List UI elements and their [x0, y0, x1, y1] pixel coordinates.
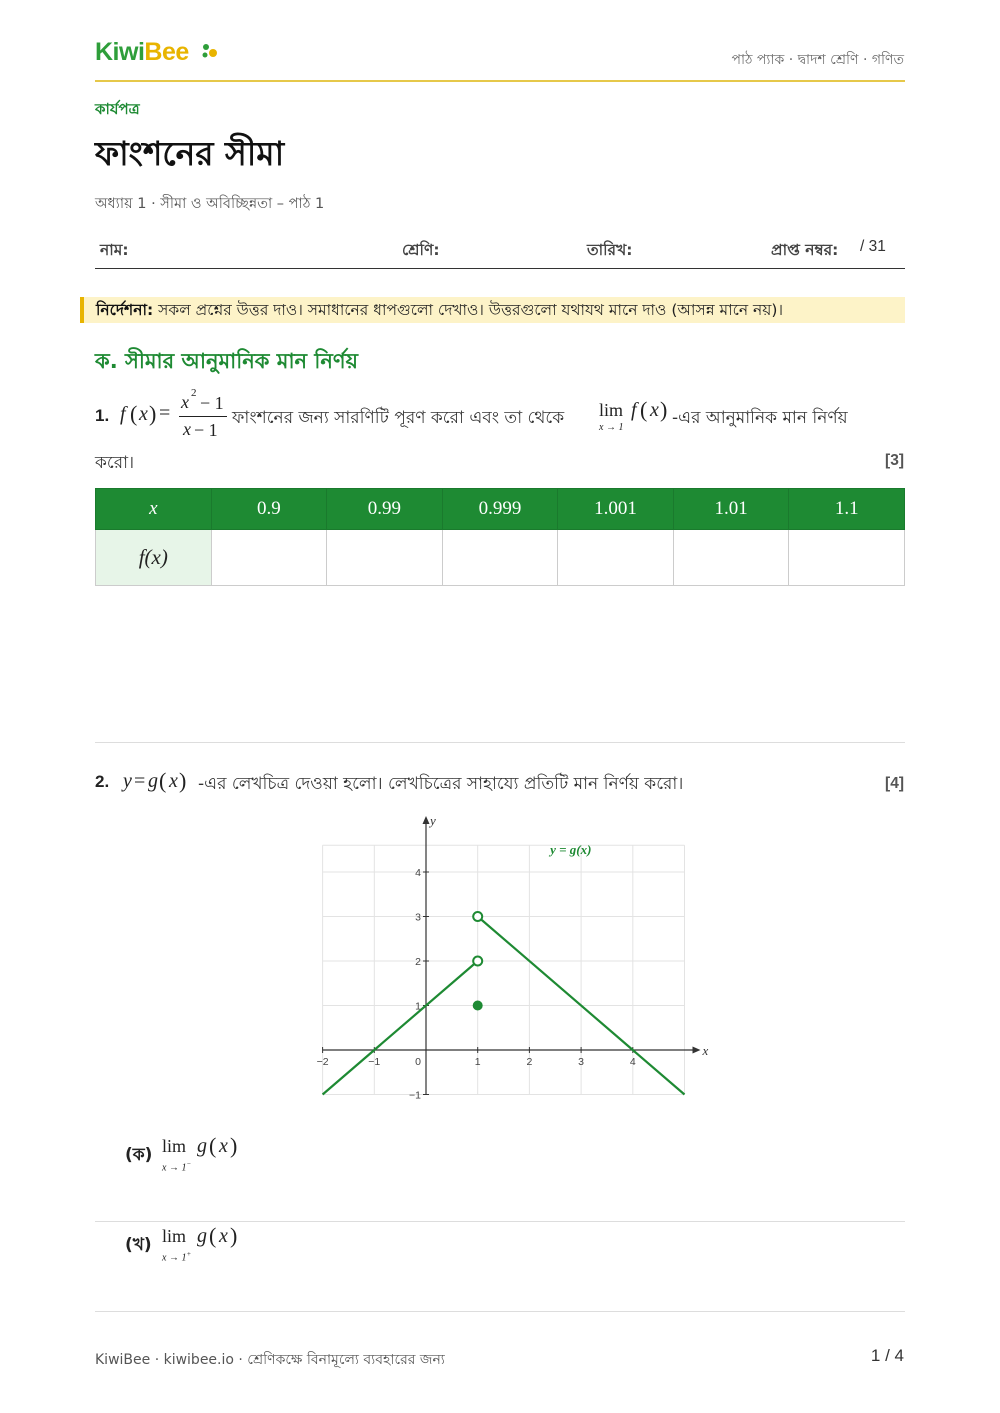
part-divider: [95, 1311, 905, 1312]
q2-part-b-expression: lim x → 1+ g ( x ): [162, 1223, 238, 1264]
x-axis-arrow: [693, 1047, 701, 1054]
table-header-row: [96, 489, 905, 530]
y-axis-arrow: [423, 816, 430, 824]
y-axis-label: y: [430, 813, 436, 828]
series-label: y = g(x): [550, 842, 592, 858]
table-answer-row: [96, 530, 905, 586]
q1-text-c: করো।: [95, 453, 135, 473]
q2-part-a-label: (ক): [125, 1145, 153, 1165]
instructions-box: [80, 297, 905, 323]
q2-part-a-expression: lim x → 1− g ( x ): [162, 1133, 238, 1174]
closed-point: [473, 1001, 483, 1011]
table-x-value: 0.999: [442, 489, 558, 530]
instructions-text: সকল প্রশ্নের উত্তর দাও। সমাধানের ধাপগুলো দেখাও। উত্তরগুলো যথাযথ মানে দাও (আসন্ন মানে নয়)।: [153, 301, 783, 319]
answer-space-divider: [95, 742, 905, 743]
table-x-value: 1.1: [789, 489, 905, 530]
section-title: ক. সীমার আনুমানিক মান নির্ণয়: [95, 349, 359, 373]
q1-function-definition: f ( x ) = x 2 − 1 x − 1: [120, 392, 230, 442]
worksheet-kicker: কার্যপত্র: [95, 100, 140, 118]
q1-limit-expression: lim x → 1 f ( x ): [599, 397, 668, 433]
q2-number: 2.: [95, 772, 110, 791]
logo-kiwi: Kiwi: [95, 38, 145, 66]
logo: [95, 38, 189, 67]
part-divider: [95, 1221, 905, 1222]
q2-function-name: y = g ( x ): [123, 768, 187, 793]
x-tick-label: 4: [629, 1056, 636, 1068]
y-tick-label: −1: [409, 1089, 421, 1102]
logo-bee: Bee: [144, 38, 189, 66]
x-tick-label: 2: [526, 1056, 533, 1068]
class-label: শ্রেণি:: [402, 241, 440, 259]
x-tick-label: 1: [474, 1056, 481, 1068]
x-tick-label: 0: [415, 1056, 421, 1068]
table-x-value: 1.01: [673, 489, 789, 530]
instructions-label: নির্দেশনা:: [96, 301, 154, 319]
q1-text-b: -এর আনুমানিক মান নির্ণয়: [672, 408, 848, 428]
y-tick-label: 1: [415, 1000, 421, 1013]
y-tick-label: 3: [415, 911, 421, 924]
function-graph: [300, 810, 720, 1110]
x-tick-label: −1: [368, 1056, 381, 1068]
q2-part-b-label: (খ): [125, 1235, 152, 1255]
x-tick-label: 3: [578, 1056, 585, 1068]
x-axis-label: x: [702, 1043, 709, 1058]
answer-cell[interactable]: [789, 530, 905, 586]
header-divider: [95, 80, 905, 82]
date-label: তারিখ:: [587, 241, 633, 259]
y-tick-label: 2: [415, 956, 421, 968]
y-tick-label: 4: [415, 867, 421, 879]
table-x-value: 0.99: [327, 489, 443, 530]
name-label: নাম:: [100, 241, 129, 259]
table-x-value: 0.9: [211, 489, 327, 530]
table-fx-label: f(x): [96, 530, 212, 586]
q2-text: -এর লেখচিত্র দেওয়া হলো। লেখচিত্রের সাহায্যে প্রতিটি মান নির্ণয় করো।: [198, 774, 684, 794]
answer-cell[interactable]: [442, 530, 558, 586]
score-label: প্রাপ্ত নম্বর:: [771, 241, 839, 259]
footer-text: KiwiBee · kiwibee.io · শ্রেণিকক্ষে বিনামূল্যে ব্যবহারের জন্য: [95, 1352, 445, 1368]
table-x-label: x: [96, 489, 212, 530]
value-table: [95, 488, 905, 586]
q1-text-a: ফাংশনের জন্য সারণিটি পূরণ করো এবং তা থেকে: [232, 408, 565, 428]
score-total: / 31: [860, 238, 886, 255]
table-x-value: 1.001: [558, 489, 674, 530]
q1-marks: [3]: [885, 452, 904, 469]
header-meta: পাঠ প্যাক · দ্বাদশ শ্রেণি · গণিত: [731, 52, 904, 68]
student-info-row: [95, 232, 905, 269]
logo-dots-icon: [200, 42, 220, 62]
graph-segment: [323, 961, 478, 1095]
x-tick-label: −2: [316, 1056, 329, 1068]
open-point: [473, 912, 482, 921]
answer-cell[interactable]: [673, 530, 789, 586]
q1-number: 1.: [95, 406, 110, 425]
open-point: [473, 957, 482, 966]
answer-cell[interactable]: [558, 530, 674, 586]
page-number: 1 / 4: [870, 1346, 904, 1365]
page-title: ফাংশনের সীমা: [95, 134, 285, 173]
page-subtitle: অধ্যায় 1 · সীমা ও অবিচ্ছিন্নতা – পাঠ 1: [95, 196, 325, 212]
q2-marks: [4]: [885, 775, 904, 792]
answer-cell[interactable]: [211, 530, 327, 586]
answer-cell[interactable]: [327, 530, 443, 586]
